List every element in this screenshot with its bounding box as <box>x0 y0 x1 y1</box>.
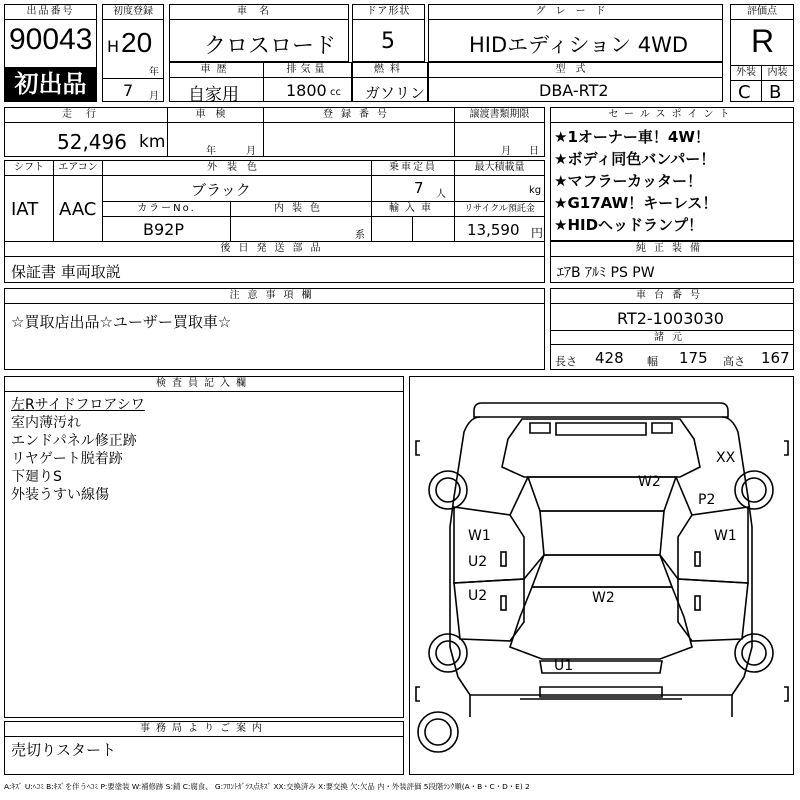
plate-label: 登録番号 <box>264 108 454 123</box>
fuel-label: 燃料 <box>353 63 427 78</box>
model: DBA-RT2 <box>539 81 609 100</box>
history-box <box>169 62 264 105</box>
car-name: クロスロード <box>204 34 337 59</box>
grade: HIDエディション 4WD <box>469 33 689 57</box>
car-name-box <box>169 4 349 62</box>
length: 428 <box>595 349 624 367</box>
score-box <box>730 4 794 102</box>
first-listing-badge: 初出品 <box>5 67 96 101</box>
chassis-box <box>550 288 794 370</box>
grade-box <box>428 4 723 62</box>
length-label: 長さ <box>555 355 577 368</box>
history: 自家用 <box>188 85 239 105</box>
registration-era: H <box>107 37 120 56</box>
car-diagram-box <box>409 376 794 775</box>
damage-mark: U1 <box>554 658 574 674</box>
import-box <box>371 201 455 242</box>
equipment: ｴｱB ｱﾙﾐ PS PW <box>557 265 655 281</box>
damage-mark: U2 <box>468 554 488 570</box>
transfer-label: 譲渡書類期限 <box>455 108 544 123</box>
office-text: 売切りスタート <box>11 741 117 759</box>
sales-point: ★G17AW！キーレス！ <box>554 194 718 212</box>
color-no-box <box>102 201 231 242</box>
import-label: 輸入車 <box>372 202 454 217</box>
model-box <box>428 62 723 102</box>
damage-mark: W1 <box>714 528 737 544</box>
sales-point: ★マフラーカッター！ <box>554 172 702 190</box>
displacement-box <box>263 62 352 102</box>
exterior-label: 外装 <box>731 66 761 81</box>
door-label: ドア形状 <box>353 5 424 20</box>
notes-box <box>4 288 545 370</box>
sales-points-box <box>550 107 794 241</box>
load-label: 最大積載量 <box>455 161 544 176</box>
recycle-label: リサイクル預託金 <box>455 202 544 217</box>
later-parts-label: 後日発送部品 <box>5 242 544 257</box>
interior-score: B <box>769 82 782 103</box>
inspection-label: 車検 <box>168 108 263 123</box>
mileage: 52,496 <box>57 130 127 154</box>
transfer-day: 日 <box>529 146 539 157</box>
chassis-label: 車台番号 <box>551 289 793 304</box>
inspection-year: 年 <box>206 146 216 157</box>
sales-point: ★HIDヘッドランプ！ <box>554 216 704 234</box>
door-box <box>352 4 425 62</box>
inspector-notes <box>11 396 145 504</box>
sales-points-list <box>554 126 717 236</box>
damage-mark: U2 <box>468 588 488 604</box>
displacement-label: 排気量 <box>264 63 351 78</box>
sales-point: ★ボディ同色バンパー！ <box>554 150 716 168</box>
capacity-label: 乗車定員 <box>372 161 454 176</box>
capacity: 7 <box>414 179 424 197</box>
sales-points-label: セールスポイント <box>551 108 793 123</box>
interior-color-label: 内装色 <box>231 202 371 217</box>
displacement-unit: cc <box>330 87 341 98</box>
capacity-box <box>371 160 455 202</box>
inspector-note: 下廻りS <box>11 469 62 485</box>
notes-label: 注意事項欄 <box>5 289 544 304</box>
width-label: 幅 <box>647 355 658 368</box>
notes: ☆買取店出品☆ユーザー買取車☆ <box>11 313 232 331</box>
grade-label: グレード <box>429 5 722 20</box>
color-box <box>102 160 372 202</box>
history-label: 車歴 <box>170 63 263 78</box>
registration-month: 7 <box>123 81 134 100</box>
interior-color-unit: 系 <box>355 230 365 241</box>
inspector-note: 左Rサイドフロアシワ <box>11 397 145 413</box>
interior-color-box <box>230 201 372 242</box>
width: 175 <box>679 349 708 367</box>
car-name-label: 車名 <box>170 5 348 20</box>
height: 167 <box>761 349 790 367</box>
shift: IAT <box>11 199 39 220</box>
damage-mark: P2 <box>698 492 716 508</box>
ac-label: エアコン <box>54 161 102 176</box>
doors: 5 <box>381 29 395 54</box>
recycle: 13,590 <box>467 221 520 239</box>
color: ブラック <box>191 181 251 199</box>
equipment-label: 純正装備 <box>551 242 793 257</box>
plate-box <box>263 107 455 157</box>
displacement: 1800 <box>286 81 327 100</box>
inspector-note: エンドパネル修正跡 <box>11 433 137 449</box>
color-no-label: カラーNo. <box>103 202 230 217</box>
ac-box <box>53 160 103 242</box>
recycle-unit: 円 <box>531 226 544 240</box>
damage-mark: W2 <box>592 590 615 606</box>
score: R <box>751 23 775 59</box>
registration-divider <box>103 78 163 79</box>
inspection-month: 月 <box>246 146 256 157</box>
import-divider <box>412 217 413 241</box>
legend: A:ｷｽﾞ U:ﾍｺﾐ B:ｷｽﾞを伴うﾍｺﾐ P:要塗装 W:補修跡 S:錆 C:腐食、 G:ﾌﾛﾝﾄｶﾞﾗｽ点ｷｽﾞ XX:交換済み X:要交換 欠:欠品 内・外装評価 5段階ﾗﾝｸ順(A・B・C・D・E) 2 <box>4 782 530 791</box>
registration-box <box>102 4 164 102</box>
later-parts: 保証書 車両取説 <box>11 263 121 281</box>
sales-point: ★1オーナー車！4W！ <box>554 128 710 146</box>
interior-label: 内装 <box>762 66 793 81</box>
transfer-month: 月 <box>501 146 511 157</box>
office-box <box>4 721 404 775</box>
load-unit: kg <box>529 185 542 196</box>
lot-number-box <box>4 4 97 102</box>
damage-mark: W2 <box>638 474 661 490</box>
color-no: B92P <box>143 220 184 239</box>
registration-month-unit: 月 <box>149 91 159 102</box>
inspector-box <box>4 376 404 718</box>
spec-label: 諸元 <box>551 330 793 345</box>
office-label: 事務局よりご案内 <box>5 722 403 737</box>
shift-box <box>4 160 54 242</box>
exterior-score: C <box>738 82 751 103</box>
color-label: 外装色 <box>103 161 371 176</box>
later-parts-box <box>4 241 545 283</box>
ac: AAC <box>59 199 97 220</box>
height-label: 高さ <box>723 355 745 368</box>
registration-year-unit: 年 <box>149 67 159 78</box>
shift-label: シフト <box>5 161 53 176</box>
mileage-label: 走行 <box>5 108 167 123</box>
registration-label: 初度登録 <box>103 5 163 20</box>
inspector-label: 検査員記入欄 <box>5 377 403 392</box>
damage-mark: XX <box>716 450 736 466</box>
equipment-box <box>550 241 794 283</box>
fuel-box <box>352 62 428 102</box>
damage-mark: W1 <box>468 528 491 544</box>
inspector-note: 外装うすい線傷 <box>11 487 109 503</box>
mileage-box <box>4 107 168 157</box>
recycle-box <box>454 201 545 242</box>
lot-number: 90043 <box>9 23 93 56</box>
load-box <box>454 160 545 202</box>
capacity-unit: 人 <box>436 189 446 200</box>
model-label: 型式 <box>429 63 722 78</box>
score-label: 評価点 <box>731 5 793 20</box>
fuel: ガソリン <box>365 84 426 102</box>
inspection-box <box>167 107 264 157</box>
chassis-number: RT2-1003030 <box>617 309 724 328</box>
inspector-note: リヤゲート脱着跡 <box>11 451 123 467</box>
inspector-note: 室内薄汚れ <box>11 415 81 431</box>
registration-year: 20 <box>121 27 153 58</box>
transfer-box <box>454 107 545 157</box>
mileage-unit: km <box>139 132 166 152</box>
car-diagram <box>410 377 793 774</box>
lot-number-label: 出品番号 <box>5 5 96 20</box>
